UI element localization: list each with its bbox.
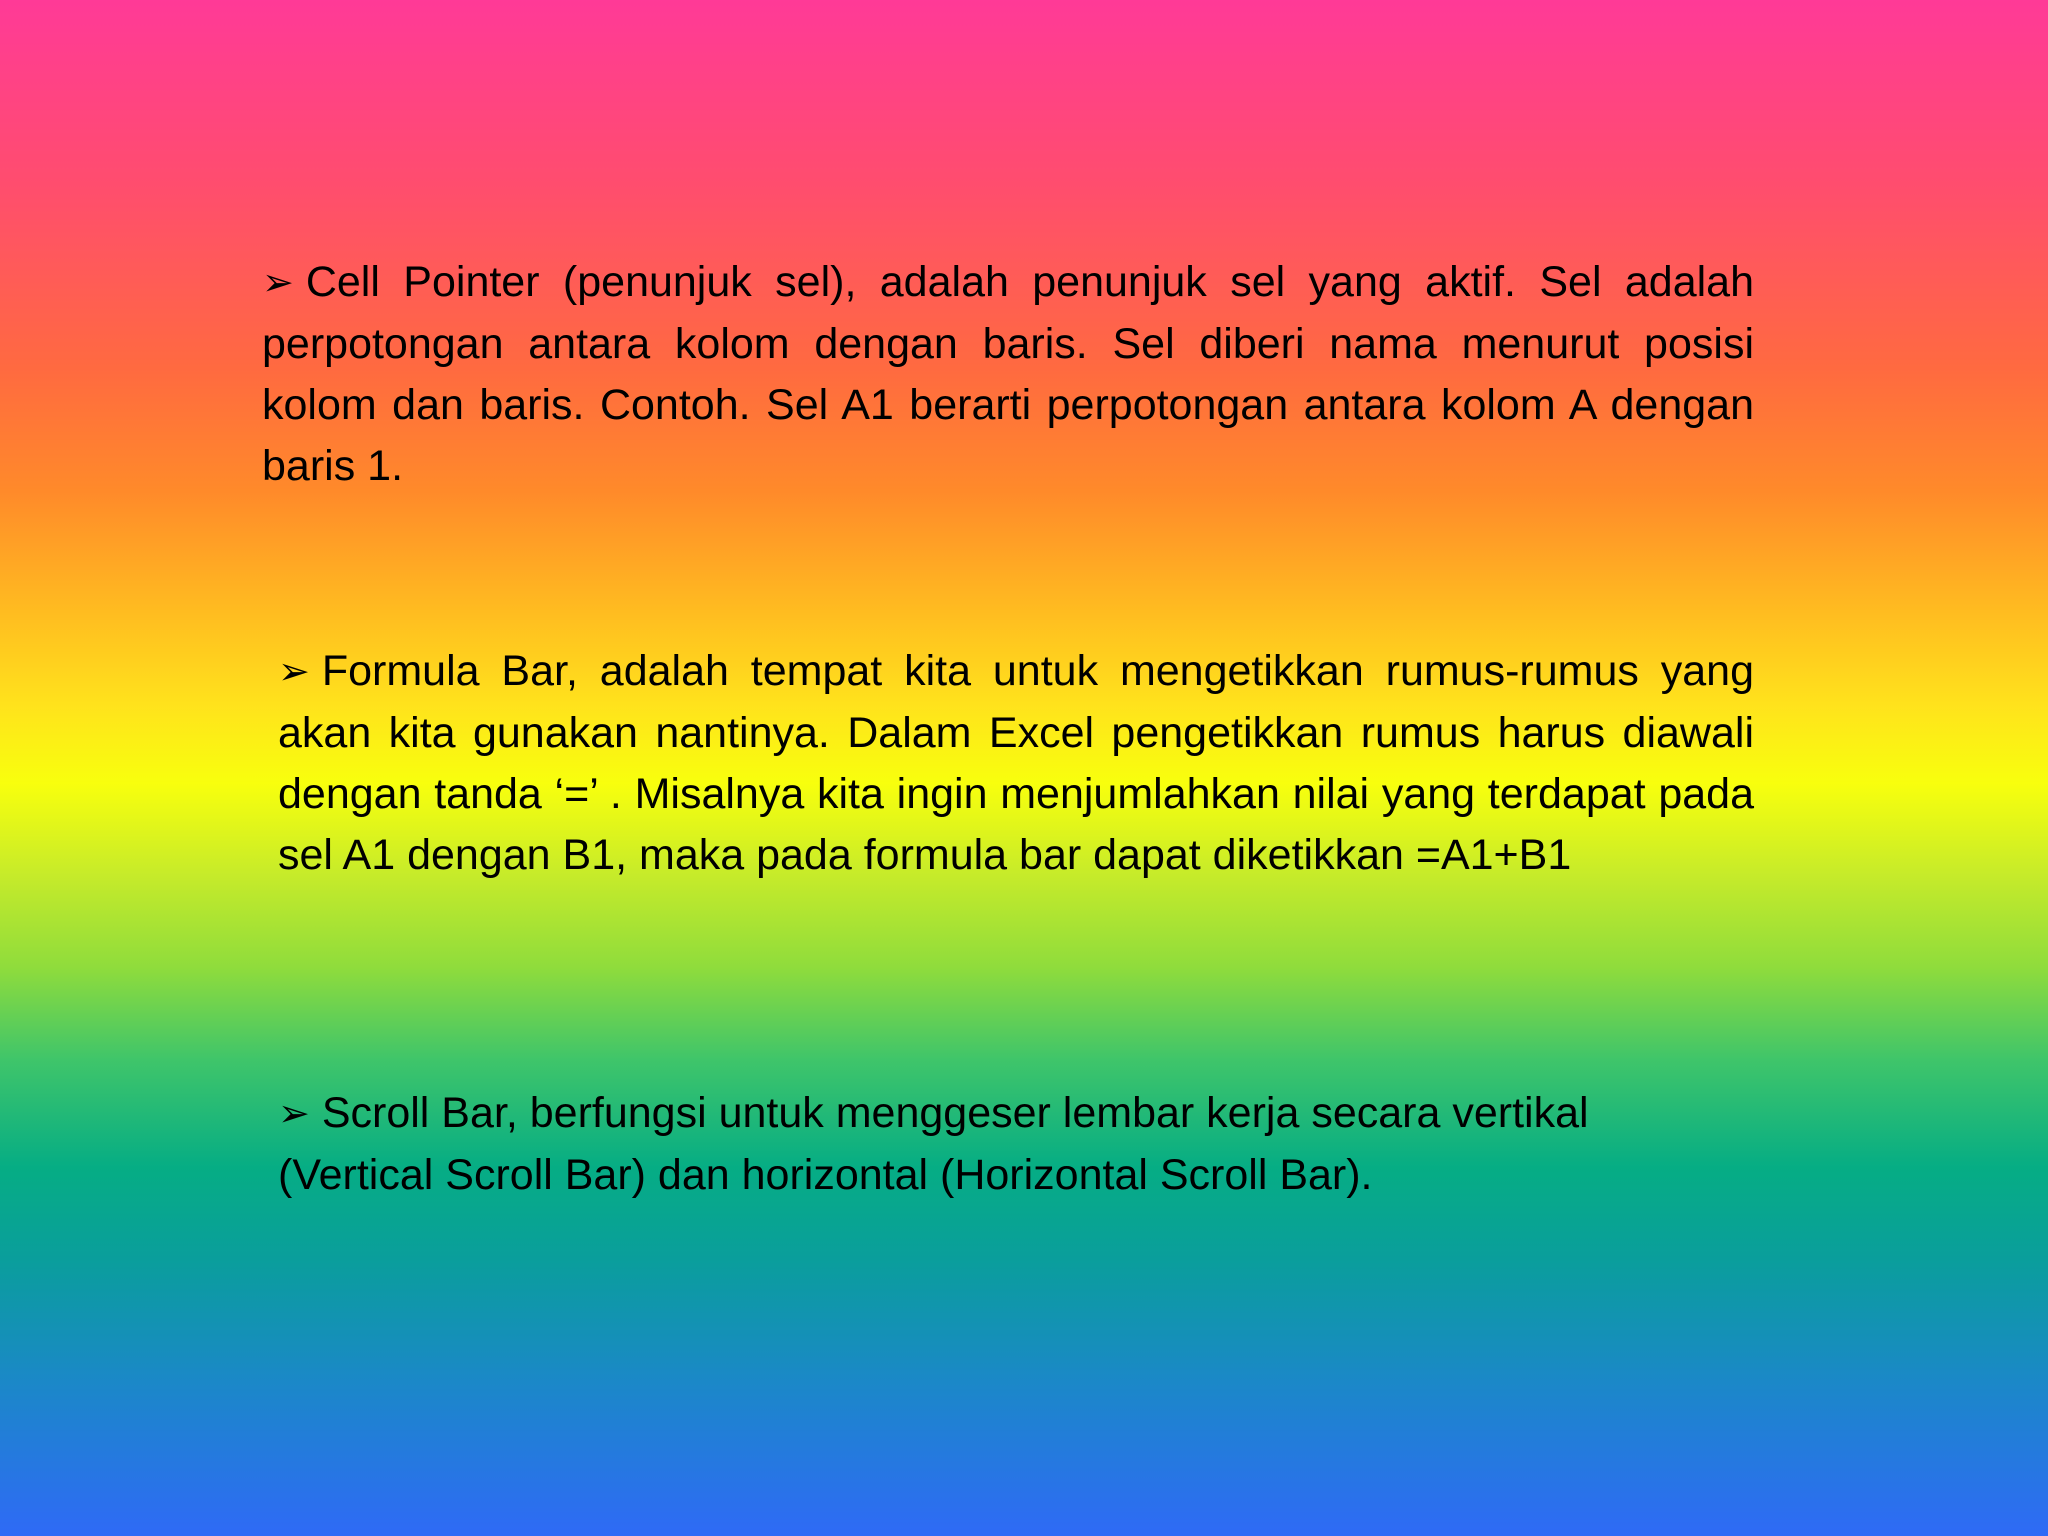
- paragraph-text: Scroll Bar, berfungsi untuk menggeser lembar kerja secara vertikal (Vertical Scroll Bar) dan horizontal (Horizontal Scroll Bar).: [278, 1089, 1589, 1199]
- arrow-bullet-icon: ➢: [278, 1093, 310, 1135]
- arrow-bullet-icon: ➢: [262, 262, 294, 304]
- paragraph-text: Cell Pointer (penunjuk sel), adalah penunjuk sel yang aktif. Sel adalah perpotongan antara kolom dengan baris. Sel diberi nama menurut posisi kolom dan baris. Contoh. Sel A1 berarti perpotongan antara kolom A dengan baris 1.: [262, 258, 1754, 490]
- paragraph-scroll-bar: [278, 1083, 1754, 1206]
- paragraph-text: Formula Bar, adalah tempat kita untuk mengetikkan rumus-rumus yang akan kita gunakan nantinya. Dalam Excel pengetikkan rumus harus diawali dengan tanda ‘=’ . Misalnya kita ingin menjumlahkan nilai yang terdapat pada sel A1 dengan B1, maka pada formula bar dapat diketikkan =A1+B1: [278, 647, 1754, 879]
- paragraph-cell-pointer: [262, 252, 1754, 497]
- paragraph-formula-bar: [278, 641, 1754, 886]
- arrow-bullet-icon: ➢: [278, 651, 310, 693]
